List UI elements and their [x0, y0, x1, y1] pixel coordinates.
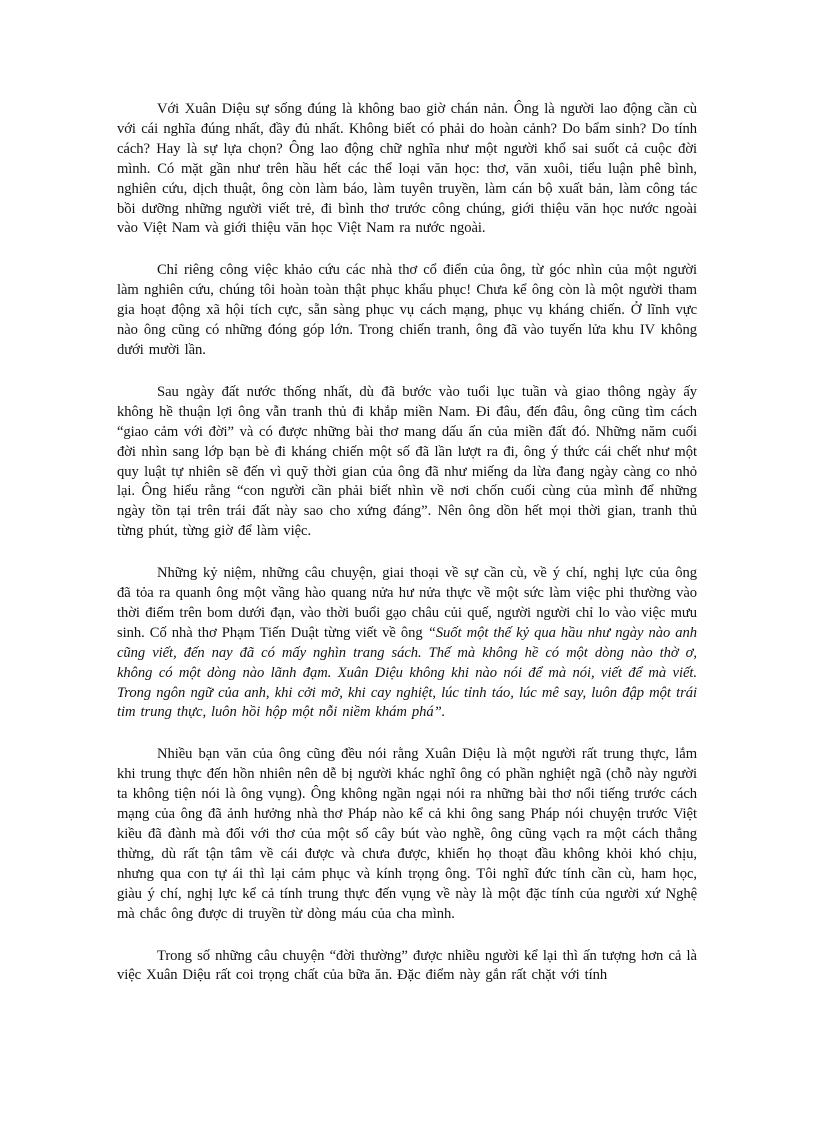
paragraph-5-text: Nhiều bạn văn của ông cũng đều nói rằng Xuân Diệu là một người rất trung thực, lắm khi trung thực đến hồn nhiên nên dễ bị người khác nghĩ ông có phần nghiệt ngã (chỗ này người ta không tiện nói là ông vụng). Ông không ngần ngại nói ra những bài thơ nổi tiếng trước cách mạng của ông đã ảnh hưởng nhà thơ Pháp nào kể cả khi ông sang Pháp nói chuyện trước Việt kiều đã đành mà đối với thơ của một số cây bút vào nghề, ông cũng vạch ra một cách thẳng thừng, dù rất tận tâm về cái được và chưa được, khiến họ thoạt đầu không khỏi khó chịu, nhưng qua con tự ái thì lại cảm phục và kính trọng ông. Tôi nghĩ đức tính cần cù, ham học, giàu ý chí, nghị lực kể cả tính trung thực đến vụng về này là một đặc tính của người xứ Nghệ mà chắc ông được di truyền từ dòng máu của cha mình.	[117, 746, 697, 922]
paragraph-5	[117, 745, 697, 924]
document-page	[117, 100, 697, 1008]
paragraph-2-text: Chỉ riêng công việc khảo cứu các nhà thơ cổ điển của ông, từ góc nhìn của một người làm nghiên cứu, chúng tôi hoàn toàn thật phục khẩu phục! Chưa kể ông còn là một người tham gia hoạt động xã hội tích cực, sẵn sàng phục vụ cách mạng, phục vụ kháng chiến. Ở lĩnh vực nào ông cũng có những đóng góp lớn. Trong chiến tranh, ông đã vào tuyến lửa khu IV không dưới mười lần.	[117, 262, 697, 358]
paragraph-6	[117, 947, 697, 987]
paragraph-1	[117, 100, 697, 239]
paragraph-3	[117, 383, 697, 542]
paragraph-4-text: Những kỷ niệm, những câu chuyện, giai thoại về sự cần cù, về ý chí, nghị lực của ông đã tỏa ra quanh ông một vầng hào quang nửa hư nửa thực về một sức làm việc phi thường vào thời điểm trên bom dưới đạn, vào thời buổi gạo châu củi quế, người người chỉ lo vào việc mưu sinh. Cố nhà thơ Phạm Tiến Duật từng viết về ông	[117, 565, 697, 641]
paragraph-3-text: Sau ngày đất nước thống nhất, dù đã bước vào tuổi lục tuần và giao thông ngày ấy không hề thuận lợi ông vẫn tranh thủ đi khắp miền Nam. Đi đâu, đến đâu, ông cũng tìm cách “giao cảm với đời” và có được những bài thơ mang dấu ấn của miền đất đó. Những năm cuối đời nhìn sang lớp bạn bè đi kháng chiến một số đã lần lượt ra đi, ông ý thức cái chết như một quy luật tự nhiên sẽ đến vì quỹ thời gian của ông đã như miếng da lừa đang ngày càng co nhỏ lại. Ông hiểu rằng “con người cần phải biết nhìn về nơi chốn cuối cùng của mình để những ngày tồn tại trên trái đất này sao cho xứng đáng”. Nên ông dồn hết mọi thời gian, tranh thủ từng phút, từng giờ để làm việc.	[117, 383, 697, 540]
paragraph-1-text: Với Xuân Diệu sự sống đúng là không bao giờ chán nản. Ông là người lao động cần cù với cái nghĩa đúng nhất, đầy đủ nhất. Không biết có phải do hoàn cảnh? Do bẩm sinh? Do tính cách? Hay là sự lựa chọn? Ông lao động chữ nghĩa như một người khổ sai suốt cả cuộc đời mình. Có mặt gần như trên hầu hết các thể loại văn học: thơ, văn xuôi, tiểu luận phê bình, nghiên cứu, dịch thuật, ông còn làm báo, làm tuyên truyền, làm cán bộ xuất bản, làm công tác bồi dưỡng những người viết trẻ, đi bình thơ trước công chúng, giới thiệu văn học nước ngoài vào Việt Nam và giới thiệu văn học Việt Nam ra nước ngoài.	[117, 101, 697, 237]
paragraph-2	[117, 261, 697, 361]
paragraph-4	[117, 564, 697, 723]
paragraph-6-text: Trong số những câu chuyện “đời thường” được nhiều người kể lại thì ấn tượng hơn cả là việc Xuân Diệu rất coi trọng chất của bữa ăn. Đặc điểm này gắn rất chặt với tính	[117, 947, 697, 984]
paragraph-4-quote: “Suốt một thế kỷ qua hầu như ngày nào anh cũng viết, đến nay đã có mấy nghìn trang sách. Thế mà không hề có một dòng nào thờ ơ, không có một dòng nào lãnh đạm. Xuân Diệu không khi nào nói để mà nói, viết để mà viết. Trong ngôn ngữ của anh, khi cởi mở, khi cay nghiệt, lúc tỉnh táo, lúc mê say, luôn đập một trái tim trung thực, luôn hồi hộp một nỗi niềm khám phá”.	[117, 624, 698, 721]
